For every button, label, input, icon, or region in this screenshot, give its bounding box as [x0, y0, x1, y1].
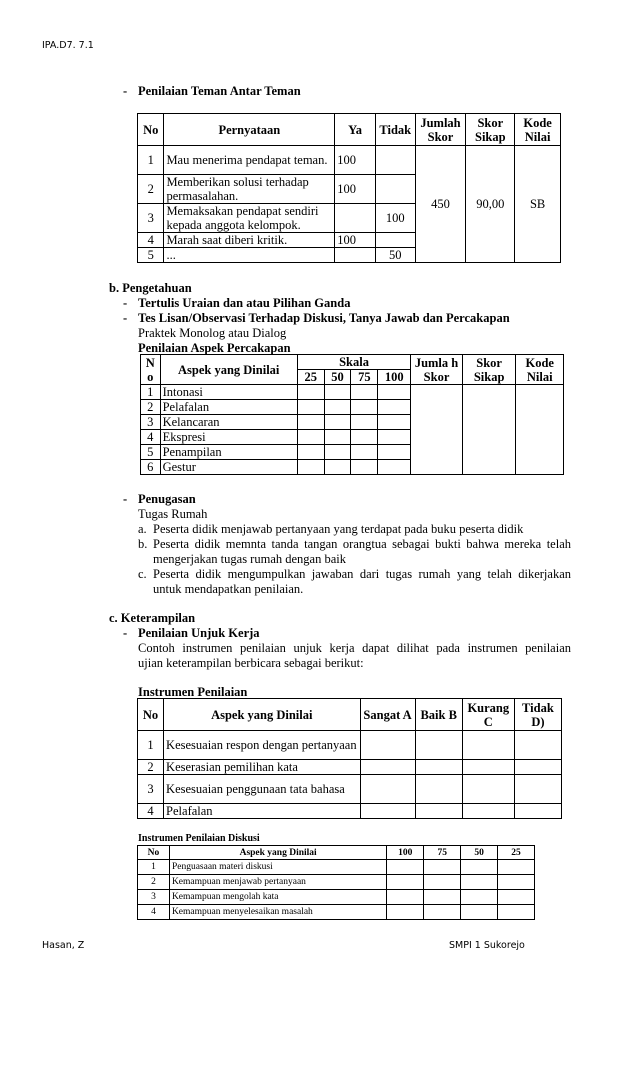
row-no: 1 — [141, 385, 161, 400]
col-header: 50 — [324, 370, 351, 385]
col-header: Aspek yang Dinilai — [169, 846, 386, 860]
pengetahuan-line2: Penilaian Aspek Percakapan — [138, 341, 291, 355]
col-header: Ya — [335, 114, 376, 146]
table-row — [138, 860, 535, 875]
jumlah-skor: 450 — [415, 146, 466, 263]
list-marker: c. — [138, 567, 147, 581]
col-header: Baik B — [415, 699, 462, 731]
skor-sikap: 90,00 — [466, 146, 515, 263]
col-header: 75 — [424, 846, 461, 860]
keterampilan-item: Penilaian Unjuk Kerja — [138, 626, 260, 640]
keterampilan-heading: c. Keterampilan — [109, 611, 196, 625]
row-tidak: 100 — [375, 204, 415, 233]
row-no: 6 — [141, 460, 161, 475]
row-no: 2 — [138, 875, 170, 890]
row-tidak — [375, 233, 415, 248]
row-text: Kemampuan menyelesaikan masalah — [169, 905, 386, 920]
col-header: 75 — [351, 370, 378, 385]
table-row — [141, 385, 564, 400]
col-header: 100 — [378, 370, 411, 385]
kode-nilai: SB — [515, 146, 561, 263]
row-text: Gestur — [160, 460, 297, 475]
pengetahuan-line1: Praktek Monolog atau Dialog — [138, 326, 287, 340]
row-no: 3 — [138, 204, 164, 233]
col-header: Kode Nilai — [516, 355, 564, 385]
row-no: 5 — [138, 248, 164, 263]
col-header: Sangat A — [360, 699, 415, 731]
dash-bullet: - — [123, 626, 128, 640]
col-header: Aspek yang Dinilai — [164, 699, 360, 731]
col-header: 25 — [498, 846, 535, 860]
row-text: Kelancaran — [160, 415, 297, 430]
col-header: No — [138, 699, 164, 731]
table-row — [138, 146, 561, 175]
pengetahuan-heading: b. Pengetahuan — [109, 281, 192, 295]
penugasan-c1: Peserta didik mengumpulkan jawaban dari tugas rumah yang telah dikerjakan — [153, 567, 571, 581]
row-text: Penguasaan materi diskusi — [169, 860, 386, 875]
row-text: Pelafalan — [160, 400, 297, 415]
row-no: 3 — [141, 415, 161, 430]
row-text: Ekspresi — [160, 430, 297, 445]
list-marker: a. — [138, 522, 147, 536]
row-text: Memaksakan pendapat sendiri kepada anggota kelompok. — [164, 204, 335, 233]
row-text: ... — [164, 248, 335, 263]
row-text: Mau menerima pendapat teman. — [164, 146, 335, 175]
row-ya: 100 — [335, 175, 376, 204]
col-header: No — [138, 846, 170, 860]
table-row — [138, 905, 535, 920]
peer-table — [137, 113, 561, 263]
col-header: Pernyataan — [164, 114, 335, 146]
row-text: Kemampuan mengolah kata — [169, 890, 386, 905]
keterampilan-p1: Contoh instrumen penilaian unjuk kerja dapat dilihat pada instrumen penilaian — [138, 641, 571, 655]
row-no: 2 — [138, 175, 164, 204]
penugasan-b1: Peserta didik memnta tanda tangan orangtua sebagai bukti bahwa mereka telah — [153, 537, 571, 551]
instrumen-table — [137, 698, 562, 819]
col-header: Skor Sikap — [466, 114, 515, 146]
row-ya: 100 — [335, 146, 376, 175]
row-no: 4 — [141, 430, 161, 445]
col-header: 25 — [297, 370, 324, 385]
row-text: Kesesuaian respon dengan pertanyaan — [164, 731, 360, 760]
row-ya — [335, 204, 376, 233]
penugasan-c2: untuk mendapatkan penilaian. — [153, 582, 304, 596]
row-text: Kemampuan menjawab pertanyaan — [169, 875, 386, 890]
header-code: IPA.D7. 7.1 — [42, 40, 94, 51]
table-row — [138, 731, 562, 760]
col-header: Tidak D) — [514, 699, 561, 731]
col-header: 100 — [387, 846, 424, 860]
col-header: Jumlah Skor — [415, 114, 466, 146]
col-header: No — [138, 114, 164, 146]
col-header: Kode Nilai — [515, 114, 561, 146]
row-no: 1 — [138, 860, 170, 875]
footer-author: Hasan, Z — [42, 940, 85, 951]
pengetahuan-item1: Tertulis Uraian dan atau Pilihan Ganda — [138, 296, 351, 310]
row-tidak — [375, 175, 415, 204]
col-header: Skor Sikap — [462, 355, 516, 385]
dash-bullet: - — [123, 492, 128, 506]
col-header: Kurang C — [462, 699, 514, 731]
row-no: 2 — [138, 760, 164, 775]
penugasan-b2: mengerjakan tugas rumah dengan baik — [153, 552, 346, 566]
diskusi-table — [137, 845, 535, 920]
row-no: 3 — [138, 890, 170, 905]
row-tidak: 50 — [375, 248, 415, 263]
penugasan-title: Penugasan — [138, 492, 196, 506]
row-tidak — [375, 146, 415, 175]
instrumen-title: Instrumen Penilaian — [138, 685, 248, 699]
table-row — [138, 804, 562, 819]
row-no: 4 — [138, 905, 170, 920]
peer-title: Penilaian Teman Antar Teman — [138, 84, 301, 98]
table-row — [138, 875, 535, 890]
row-no: 4 — [138, 233, 164, 248]
row-text: Kesesuaian penggunaan tata bahasa — [164, 775, 360, 804]
table-row — [138, 775, 562, 804]
col-header: 50 — [461, 846, 498, 860]
diskusi-title: Instrumen Penilaian Diskusi — [138, 833, 260, 844]
dash-bullet: - — [123, 296, 128, 310]
row-text: Pelafalan — [164, 804, 360, 819]
row-text: Penampilan — [160, 445, 297, 460]
penugasan-sub: Tugas Rumah — [138, 507, 208, 521]
col-header: N o — [141, 355, 161, 385]
row-no: 1 — [138, 146, 164, 175]
row-no: 2 — [141, 400, 161, 415]
row-ya — [335, 248, 376, 263]
row-no: 5 — [141, 445, 161, 460]
row-no: 1 — [138, 731, 164, 760]
list-marker: b. — [138, 537, 148, 551]
dash-bullet: - — [123, 311, 128, 325]
row-text: Intonasi — [160, 385, 297, 400]
pengetahuan-item2: Tes Lisan/Observasi Terhadap Diskusi, Tanya Jawab dan Percakapan — [138, 311, 510, 325]
penugasan-a: Peserta didik menjawab pertanyaan yang terdapat pada buku peserta didik — [153, 522, 524, 536]
col-header: Aspek yang Dinilai — [160, 355, 297, 385]
footer-school: SMPI 1 Sukorejo — [449, 940, 525, 951]
table-row — [138, 890, 535, 905]
row-no: 3 — [138, 775, 164, 804]
row-ya: 100 — [335, 233, 376, 248]
col-header: Tidak — [375, 114, 415, 146]
keterampilan-p2: ujian keterampilan berbicara sebagai berikut: — [138, 656, 364, 670]
percakapan-table — [140, 354, 564, 475]
row-text: Keserasian pemilihan kata — [164, 760, 360, 775]
col-header: Skala — [297, 355, 410, 370]
dash-bullet: - — [123, 84, 128, 98]
row-no: 4 — [138, 804, 164, 819]
table-row — [138, 760, 562, 775]
row-text: Memberikan solusi terhadap permasalahan. — [164, 175, 335, 204]
row-text: Marah saat diberi kritik. — [164, 233, 335, 248]
col-header: Jumla h Skor — [411, 355, 463, 385]
